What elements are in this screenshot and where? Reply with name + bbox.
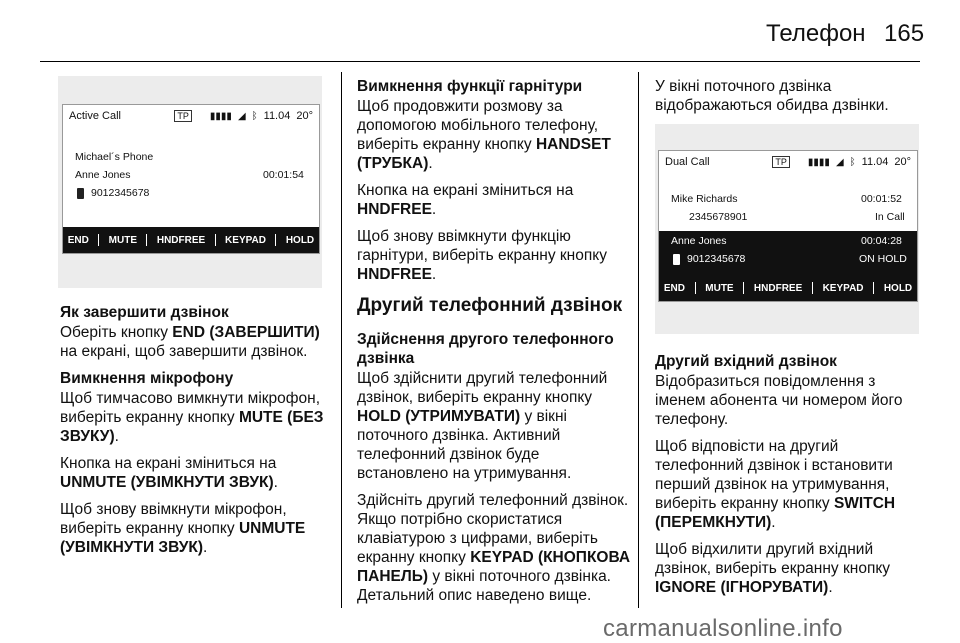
call2-status: ON HOLD — [859, 253, 907, 265]
temperature: 20° — [296, 110, 313, 122]
section-heading: Як завершити дзвінок — [60, 304, 229, 321]
softkey-bar — [63, 227, 319, 253]
clock: 11.04 — [861, 156, 889, 168]
hndfree-button[interactable]: HNDFREE — [156, 234, 206, 246]
tp-indicator: TP — [174, 110, 192, 122]
signal-icon: ◢ — [835, 156, 844, 168]
call2-name: Anne Jones — [671, 235, 727, 247]
header-rule — [40, 61, 920, 62]
column-2-text — [357, 77, 632, 613]
call1-status: In Call — [875, 211, 905, 223]
paragraph: Кнопка на екрані зміниться на UNMUTE (УВІМКНУТИ ЗВУК). — [60, 455, 278, 491]
bluetooth-icon: ᛒ — [251, 110, 258, 122]
column-divider-right — [638, 72, 639, 608]
call1-duration: 00:01:52 — [861, 193, 902, 205]
bluetooth-icon: ᛒ — [849, 156, 856, 168]
screen-title: Active Call — [69, 110, 121, 122]
signal-icon: ◢ — [237, 110, 246, 122]
end-button[interactable]: END — [67, 234, 89, 246]
call2-number: 9012345678 — [687, 253, 746, 265]
battery-icon: ▮▮▮▮ — [807, 156, 830, 168]
page-number: 165 — [884, 20, 925, 47]
hold-button[interactable]: HOLD — [285, 234, 315, 246]
status-bar — [63, 105, 319, 127]
paragraph: Відобразиться повідомлення з іменем абонента чи номером його телефону. — [655, 373, 903, 428]
held-call-panel — [659, 231, 917, 275]
paragraph: Здійсніть другий телефонний дзвінок. Якщо потрібно скористатися клавіатурою з цифрами, виберіть екранну кнопку KEYPAD (КНОПКОВА ПАНЕЛЬ) у вікні поточного дзвінка. Детальний опис наведено вище. — [357, 492, 631, 604]
call-duration: 00:01:54 — [263, 169, 304, 181]
paragraph: Щоб відповісти на другий телефонний дзвінок і встановити перший дзвінок на утримування, виберіть екранну кнопку SWITCH (ПЕРЕМКНУТИ). — [655, 438, 896, 531]
caller-number: 9012345678 — [91, 187, 150, 199]
hndfree-button[interactable]: HNDFREE — [753, 282, 803, 294]
section-heading: Другий вхідний дзвінок — [655, 353, 837, 370]
paragraph: Щоб знову ввімкнути функцію гарнітури, виберіть екранну кнопку HNDFREE. — [357, 228, 607, 283]
status-bar — [659, 151, 917, 173]
screen-title: Dual Call — [665, 156, 710, 168]
softkey-bar — [659, 275, 917, 301]
section-heading: Вимкнення мікрофону — [60, 370, 234, 387]
section-heading: Вимкнення функції гарнітури — [357, 78, 583, 95]
mute-button[interactable]: MUTE — [108, 234, 138, 246]
paragraph: Кнопка на екрані зміниться на HNDFREE. — [357, 182, 574, 218]
call2-duration: 00:04:28 — [861, 235, 902, 247]
battery-icon: ▮▮▮▮ — [209, 110, 232, 122]
dual-call-figure — [655, 124, 919, 334]
temperature: 20° — [894, 156, 911, 168]
section-heading: Здійснення другого телефонного дзвінка — [357, 331, 614, 367]
column-3-text — [655, 352, 920, 605]
keypad-button[interactable]: KEYPAD — [822, 282, 864, 294]
column-divider-left — [341, 72, 342, 608]
column-1-text — [60, 303, 330, 565]
watermark: carmanualsonline.info — [603, 615, 843, 642]
paragraph: Щоб продовжити розмову за допомогою мобільного телефону, виберіть екранну кнопку HANDSET (ТРУБКА). — [357, 98, 611, 172]
paragraph: Щоб здійснити другий телефонний дзвінок, виберіть екранну кнопку HOLD (УТРИМУВАТИ) у вікні поточного дзвінка. Активний телефонний дзвінок буде встановлено на утримування. — [357, 370, 608, 482]
phone-icon — [673, 254, 680, 265]
call1-number: 2345678901 — [689, 211, 748, 223]
subsection-title: Другий телефонний дзвінок — [357, 295, 623, 316]
caller-name: Anne Jones — [75, 169, 131, 181]
page-header-title: Телефон — [766, 20, 866, 47]
paragraph: Щоб відхилити другий вхідний дзвінок, виберіть екранну кнопку IGNORE (ІГНОРУВАТИ). — [655, 541, 891, 596]
hold-button[interactable]: HOLD — [883, 282, 913, 294]
paragraph: Оберіть кнопку END (ЗАВЕРШИТИ) на екрані, щоб завершити дзвінок. — [60, 324, 320, 360]
phone-icon — [77, 188, 84, 199]
mute-button[interactable]: MUTE — [705, 282, 734, 294]
dual-call-screen — [658, 150, 918, 302]
keypad-button[interactable]: KEYPAD — [225, 234, 266, 246]
end-button[interactable]: END — [663, 282, 685, 294]
clock: 11.04 — [263, 110, 291, 122]
call1-name: Mike Richards — [671, 193, 738, 205]
column-3-intro: У вікні поточного дзвінка відображаються обидва дзвінки. — [655, 78, 889, 114]
paragraph: Щоб знову ввімкнути мікрофон, виберіть екранну кнопку UNMUTE (УВІМКНУТИ ЗВУК). — [60, 501, 306, 556]
paragraph: Щоб тимчасово вимкнути мікрофон, виберіть екранну кнопку MUTE (БЕЗ ЗВУКУ). — [60, 390, 324, 445]
tp-indicator: TP — [772, 156, 790, 168]
caller-group: Michael´s Phone — [75, 151, 154, 163]
active-call-figure — [58, 76, 322, 288]
active-call-screen — [62, 104, 320, 254]
